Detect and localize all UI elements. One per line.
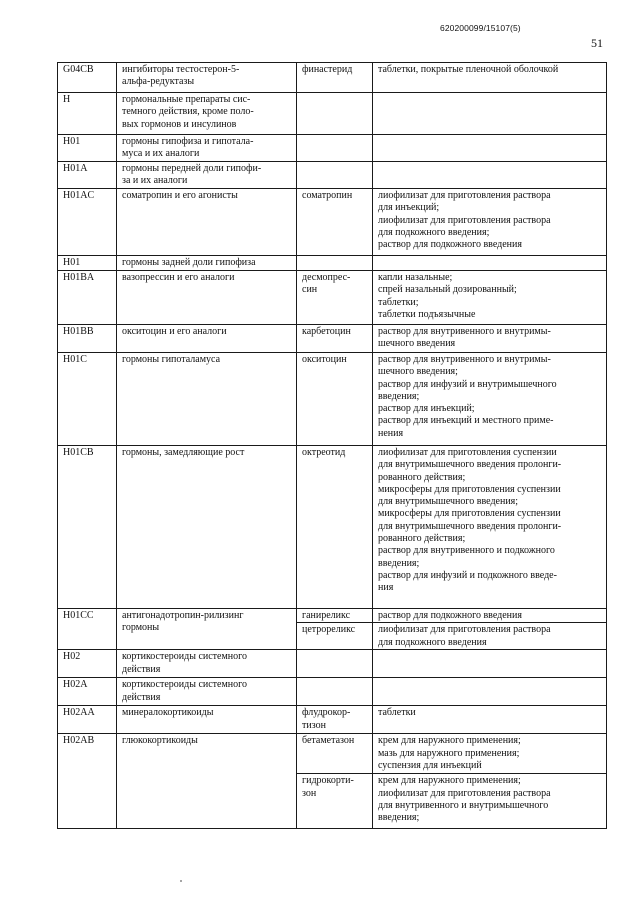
atc-code: H01A [58,162,117,189]
drug-name: флудрокор- тизон [297,706,373,734]
atc-code: H01 [58,135,117,162]
drug-name: карбетоцин [297,325,373,353]
pharmacological-group: ингибиторы тестостерон-5- альфа-редуктазы [117,63,297,93]
drug-name: октреотид [297,446,373,609]
drug-name: десмопрес- син [297,271,373,325]
table-row [58,650,607,678]
page-number: 51 [591,36,603,50]
pharmacological-group: соматропин и его агонисты [117,189,297,256]
table-row [58,271,607,325]
pharmacological-group: гормоны задней доли гипофиза [117,256,297,271]
dosage-forms [373,650,607,678]
drug-name: окситоцин [297,353,373,446]
table-row [58,446,607,609]
drug-name [297,650,373,678]
table-row [58,63,607,93]
dosage-forms: крем для наружного применения; лиофилизат для приготовления раствора для внутривенного и внутримышечного введения; [373,774,607,829]
atc-code: H01BB [58,325,117,353]
dosage-forms [373,162,607,189]
table-row [58,734,607,774]
drug-name: цетрореликс [297,623,373,650]
dosage-forms: лиофилизат для приготовления раствора для инъекций; лиофилизат для приготовления раствора для подкожного введения; раствор для подкожного введения [373,189,607,256]
atc-code: H01CC [58,609,117,650]
drug-name [297,162,373,189]
atc-code: H01 [58,256,117,271]
dosage-forms [373,93,607,135]
atc-code: H01BA [58,271,117,325]
drug-name [297,135,373,162]
table-row [58,353,607,446]
pharmacological-group: окситоцин и его аналоги [117,325,297,353]
dosage-forms: капли назальные; спрей назальный дозированный; таблетки; таблетки подъязычные [373,271,607,325]
pharmacological-group: гормоны, замедляющие рост [117,446,297,609]
table-row [58,256,607,271]
pharmacological-group: гормональные препараты сис- темного действия, кроме поло- вых гормонов и инсулинов [117,93,297,135]
pharmacological-group: гормоны гипофиза и гипотала- муса и их аналоги [117,135,297,162]
table-row [58,706,607,734]
pharmacological-group: антигонадотропин-рилизинг гормоны [117,609,297,650]
table-row [58,162,607,189]
atc-code: H01C [58,353,117,446]
table-row [58,189,607,256]
atc-code: H01CB [58,446,117,609]
dosage-forms: таблетки [373,706,607,734]
pharmacological-group: вазопрессин и его аналоги [117,271,297,325]
pharmacological-group: гормоны передней доли гипофи- за и их аналоги [117,162,297,189]
dosage-forms: лиофилизат для приготовления суспензии для внутримышечного введения пролонги- рованного действия; микросферы для приготовления суспензии для внутримышечного введения; микросферы для приготовления суспензии для внутримышечного введения пролонги- рованного действия; раствор для внутривенного и подкожного введения; раствор для инфузий и подкожного введе- ния [373,446,607,609]
drug-classification-table [57,62,607,829]
drug-name: бетаметазон [297,734,373,774]
dosage-forms: таблетки, покрытые пленочной оболочкой [373,63,607,93]
drug-name: гидрокорти- зон [297,774,373,829]
drug-name [297,256,373,271]
drug-name: соматропин [297,189,373,256]
table-row [58,325,607,353]
pharmacological-group: кортикостероиды системного действия [117,678,297,706]
atc-code: H01AC [58,189,117,256]
dosage-forms: лиофилизат для приготовления раствора для подкожного введения [373,623,607,650]
dosage-forms: крем для наружного применения; мазь для наружного применения; суспензия для инъекций [373,734,607,774]
table-row [58,609,607,623]
pharmacological-group: гормоны гипоталамуса [117,353,297,446]
dosage-forms: раствор для внутривенного и внутримы- шечного введения [373,325,607,353]
dosage-forms: раствор для внутривенного и внутримы- шечного введения; раствор для инфузий и внутримышечного введения; раствор для инъекций; раствор для инъекций и местного приме- нения [373,353,607,446]
table-row [58,93,607,135]
dosage-forms [373,135,607,162]
pharmacological-group: кортикостероиды системного действия [117,650,297,678]
table-row [58,678,607,706]
pharmacological-group: минералокортикоиды [117,706,297,734]
scan-speck [180,880,182,882]
document-id: 620200099/15107(5) [440,23,521,33]
dosage-forms: раствор для подкожного введения [373,609,607,623]
atc-code: H02A [58,678,117,706]
atc-code: H02 [58,650,117,678]
atc-code: H02AB [58,734,117,829]
drug-name: финастерид [297,63,373,93]
table-row [58,135,607,162]
atc-code: G04CB [58,63,117,93]
dosage-forms [373,256,607,271]
dosage-forms [373,678,607,706]
atc-code: H [58,93,117,135]
drug-name [297,93,373,135]
pharmacological-group: глюкокортикоиды [117,734,297,829]
atc-code: H02AA [58,706,117,734]
drug-name: ганиреликс [297,609,373,623]
drug-name [297,678,373,706]
